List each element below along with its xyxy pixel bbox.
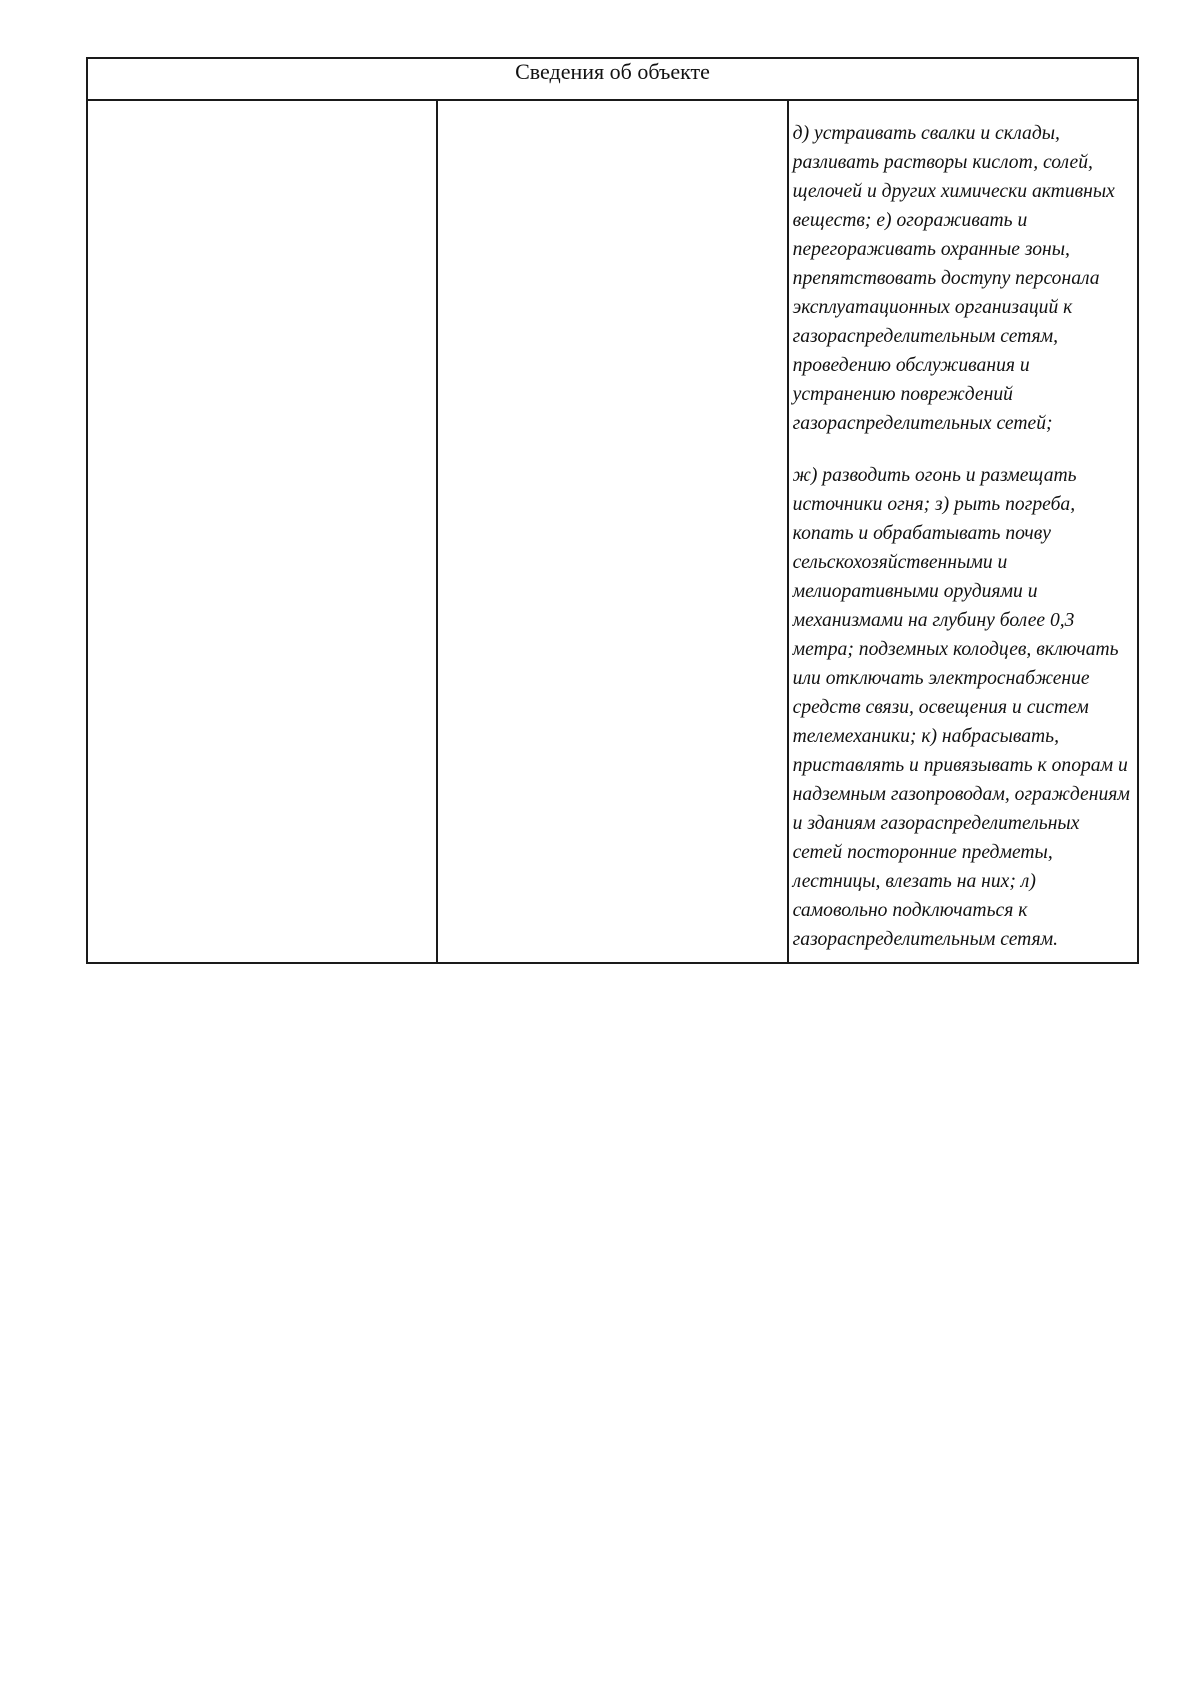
table-row (87, 100, 1138, 963)
value-paragraph: д) устраивать свалки и склады, разливать растворы кислот, солей, щелочей и других химически активных веществ; е) огораживать и перегораживать охранные зоны, препятствовать доступу персонала эксплуатационных организаций к газораспределительным сетям, проведению обслуживания и устранению повреждений газораспределительных сетей; (792, 123, 1115, 434)
row-value-cell (788, 100, 1138, 963)
table-header-row (87, 58, 1138, 100)
row-name-cell (437, 100, 787, 963)
table-header: Сведения об объекте (87, 58, 1138, 100)
value-paragraph: ж) разводить огонь и размещать источники огня; з) рыть погреба, копать и обрабатывать почву сельскохозяйственными и мелиоративными орудиями и механизмами на глубину более 0,3 метра; подземных колодцев, включать или отключать электроснабжение средств связи, освещения и систем телемеханики; к) набрасывать, приставлять и привязывать к опорам и надземным газопроводам, ограждениям и зданиям газораспределительных сетей посторонние предметы, лестницы, влезать на них; л) самовольно подключаться к газораспределительным сетям. (792, 465, 1130, 950)
object-info-table (86, 57, 1139, 964)
row-number-cell (87, 100, 437, 963)
